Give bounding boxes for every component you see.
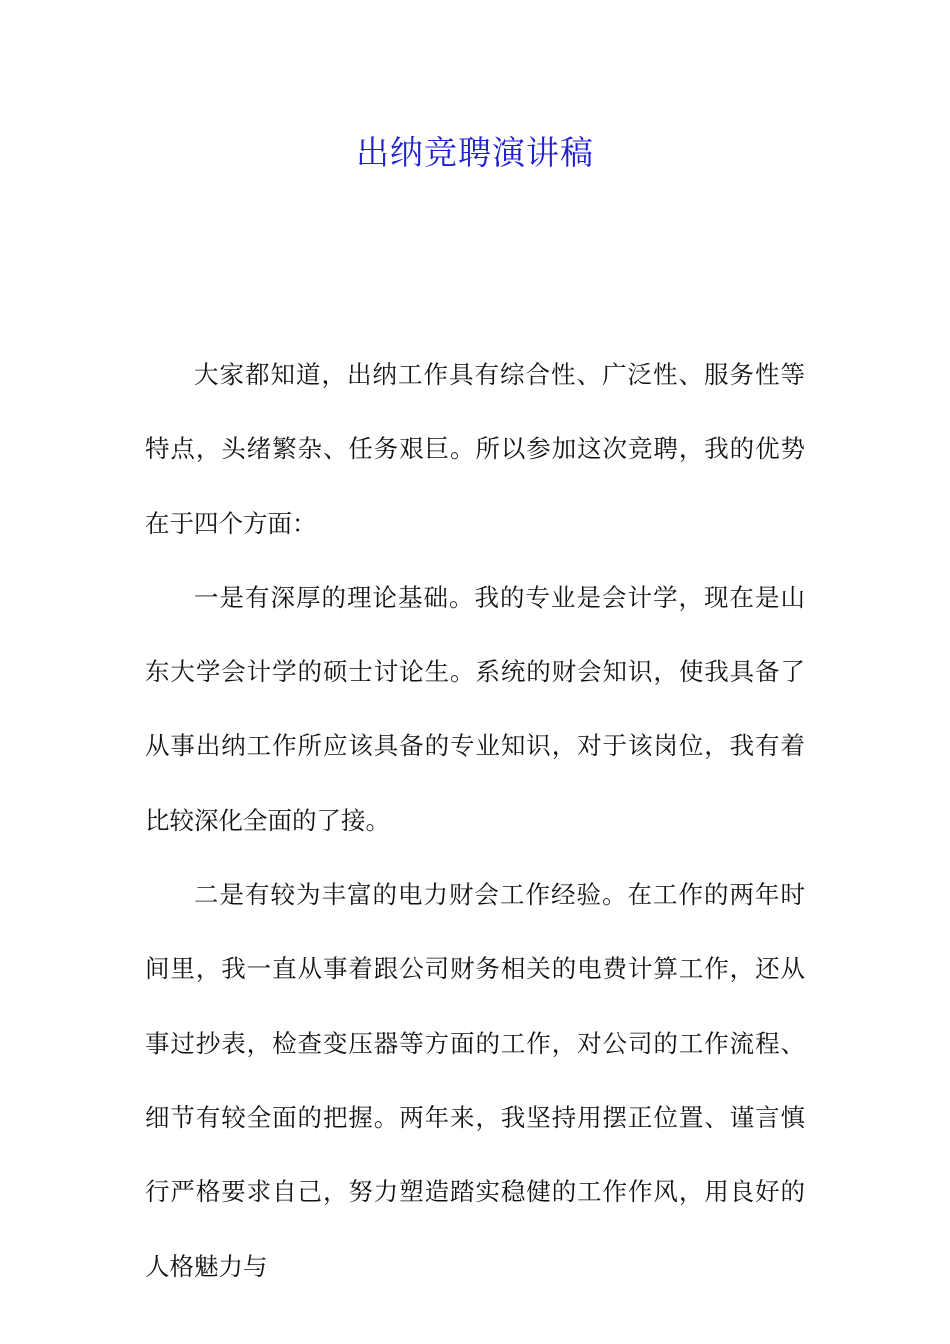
document-title: 出纳竞聘演讲稿	[356, 133, 594, 172]
document-body	[145, 338, 805, 1304]
paragraph-theory: 一是有深厚的理论基础。我的专业是会计学，现在是山东大学会计学的硕士讨论生。系统的财会知识，使我具备了从事出纳工作所应该具备的专业知识，对于该岗位，我有着比较深化全面的了接。	[145, 582, 805, 835]
paragraph-intro: 大家都知道，出纳工作具有综合性、广泛性、服务性等特点，头绪繁杂、任务艰巨。所以参加这次竞聘，我的优势在于四个方面：	[145, 360, 805, 538]
paragraph-experience: 二是有较为丰富的电力财会工作经验。在工作的两年时间里，我一直从事着跟公司财务相关的电费计算工作，还从事过抄表，检查变压器等方面的工作，对公司的工作流程、细节有较全面的把握。两年来，我坚持用摆正位置、谨言慎行严格要求自己，努力塑造踏实稳健的工作作风，用良好的人格魅力与	[145, 880, 805, 1281]
